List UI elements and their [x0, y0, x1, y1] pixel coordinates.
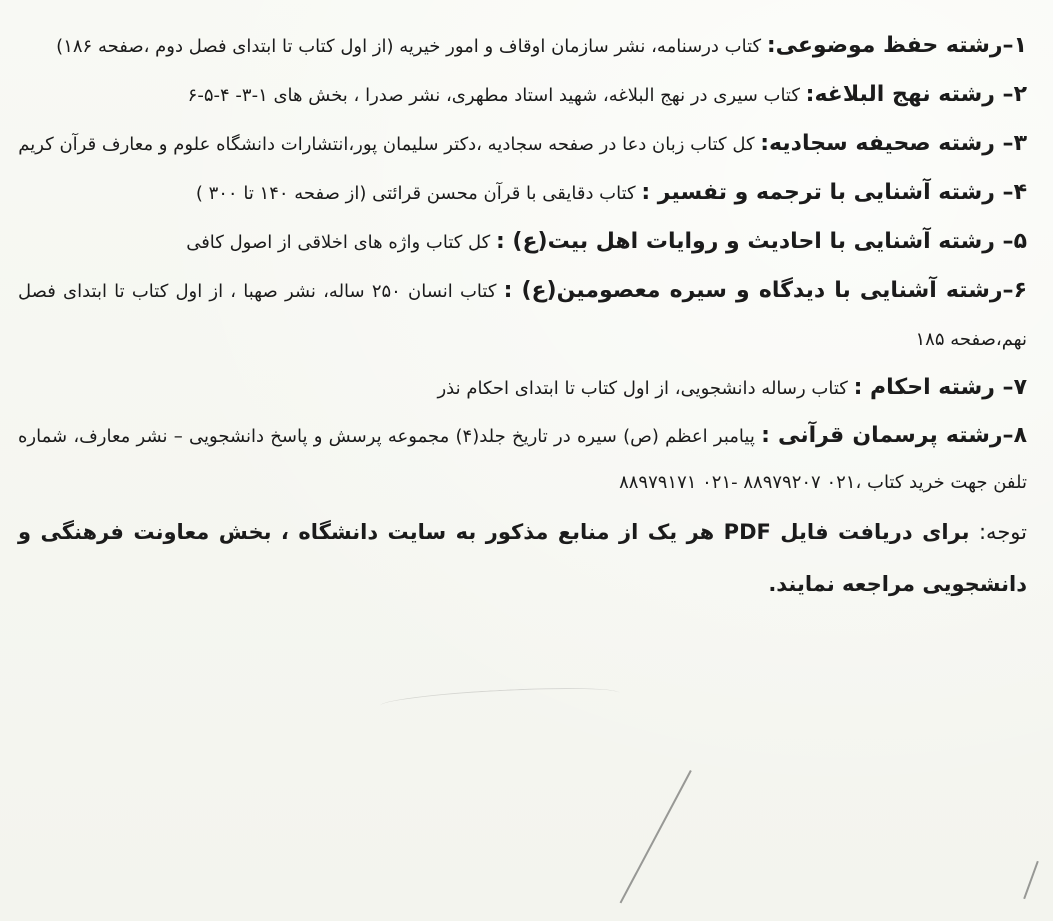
note-label: توجه:	[978, 520, 1027, 544]
item-text: کتاب انسان ۲۵۰ ساله، نشر صهبا ، از اول کتاب تا ابتدای فصل نهم،صفحه ۱۸۵	[18, 281, 1027, 350]
item-text: کتاب درسنامه، نشر سازمان اوقاف و امور خیریه (از اول کتاب تا ابتدای فصل دوم ،صفحه ۱۸۶)	[56, 36, 767, 57]
list-item	[18, 267, 1027, 364]
note-text: برای دریافت فایل PDF هر یک از منابع مذکور به سایت دانشگاه ، بخش معاونت فرهنگی و دانشجویی مراجعه نمایند.	[18, 520, 1027, 596]
item-text: پیامبر اعظم (ص) سیره در تاریخ جلد(۴) مجموعه پرسش و پاسخ دانشجویی – نشر معارف، شماره تلفن جهت خرید کتاب ،۰۲۱ ۸۸۹۷۹۲۰۷ -۰۲۱ ۸۸۹۷۹۱۷۱	[18, 426, 1027, 493]
list-item	[18, 413, 1027, 506]
list-item	[18, 22, 1027, 71]
item-heading: ۵– رشته آشنایی با احادیث و روایات اهل بیت(ع) :	[495, 229, 1027, 254]
note-paragraph	[18, 506, 1027, 610]
list-item	[18, 218, 1027, 267]
item-heading: ۸–رشته پرسمان قرآنی :	[761, 423, 1027, 448]
document-body	[18, 22, 1027, 610]
item-heading: ۶–رشته آشنایی با دیدگاه و سیره معصومین(ع) :	[503, 278, 1027, 303]
item-heading: ۴– رشته آشنایی با ترجمه و تفسیر :	[641, 180, 1027, 205]
list-item	[18, 120, 1027, 169]
pen-stroke	[1023, 861, 1039, 899]
pen-stroke	[620, 770, 692, 903]
list-item	[18, 169, 1027, 218]
item-heading: ۱–رشته حفظ موضوعی:	[766, 33, 1027, 58]
item-text: کل کتاب واژه های اخلاقی از اصول کافی	[186, 232, 496, 253]
paper-crease	[380, 684, 621, 716]
list-item	[18, 364, 1027, 413]
item-heading: ۲– رشته نهج البلاغه:	[805, 82, 1027, 107]
item-text: کتاب سیری در نهج البلاغه، شهید استاد مطهری، نشر صدرا ، بخش های ۱-۳- ۴-۵-۶	[187, 85, 806, 106]
item-heading: ۷– رشته احکام :	[853, 375, 1027, 400]
item-heading: ۳– رشته صحیفه سجادیه:	[760, 131, 1027, 156]
item-text: کتاب رساله دانشجویی، از اول کتاب تا ابتدای احکام نذر	[437, 378, 854, 399]
item-text: کتاب دقایقی با قرآن محسن قرائتی (از صفحه ۱۴۰ تا ۳۰۰ )	[195, 183, 642, 204]
item-text: کل کتاب زبان دعا در صفحه سجادیه ،دکتر سلیمان پور،انتشارات دانشگاه علوم و معارف قرآن کریم	[18, 134, 761, 155]
list-item	[18, 71, 1027, 120]
